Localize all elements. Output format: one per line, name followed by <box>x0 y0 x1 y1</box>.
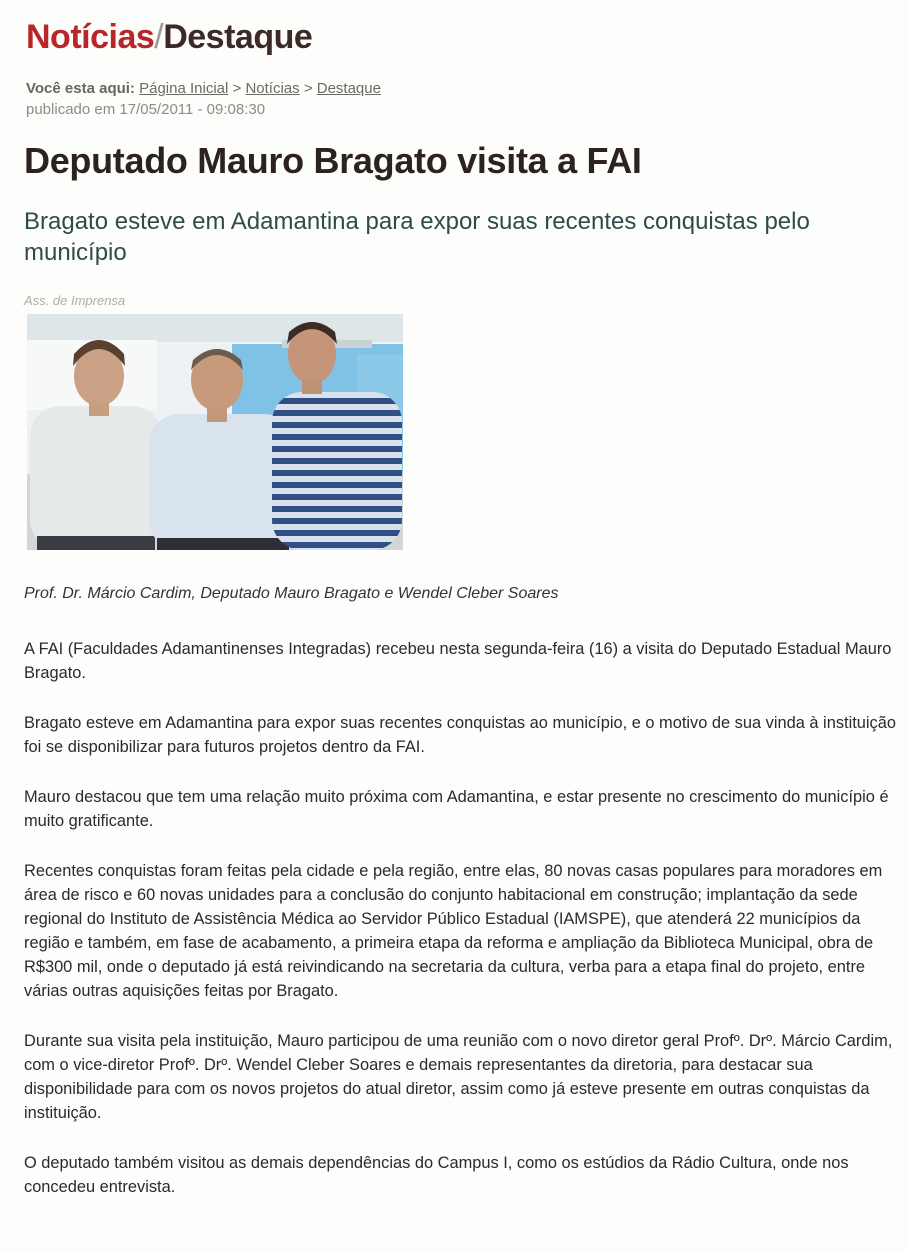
section-title <box>26 18 312 57</box>
article-photo <box>27 314 403 550</box>
breadcrumb-separator: > <box>232 80 242 97</box>
article-paragraph: Bragato esteve em Adamantina para expor suas recentes conquistas ao município, e o motivo de sua vinda à instituição foi se disponibilizar para futuros projetos dentro da FAI. <box>24 714 896 756</box>
article-paragraph: Durante sua visita pela instituição, Mauro participou de uma reunião com o novo diretor geral Profº. Drº. Márcio Cardim, com o vice-diretor Profº. Drº. Wendel Cleber Soares e demais representantes da diretoria, para destacar sua disponibilidade para com os novos projetos do atual diretor, assim como já esteve presente em outras conquistas da instituição. <box>24 1032 893 1122</box>
photo-caption: Prof. Dr. Márcio Cardim, Deputado Mauro Bragato e Wendel Cleber Soares <box>24 585 559 602</box>
article-paragraph: Mauro destacou que tem uma relação muito próxima com Adamantina, e estar presente no crescimento do município é muito gratificante. <box>24 788 889 830</box>
article-paragraph: Recentes conquistas foram feitas pela cidade e pela região, entre elas, 80 novas casas populares para moradores em área de risco e 60 novas unidades para a conclusão do conjunto habitacional em construção; implantação da sede regional do Instituto de Assistência Médica ao Servidor Público Estadual (IAMSPE), que atenderá 22 municípios da região e também, em fase de acabamento, a primeira etapa da reforma e ampliação da Biblioteca Municipal, obra de R$300 mil, onde o deputado já está reivindicando na secretaria da cultura, verba para a etapa final do projeto, entre várias outras aquisições feitas por Bragato. <box>24 862 883 1000</box>
breadcrumb-link-highlight[interactable]: Destaque <box>316 80 381 97</box>
breadcrumb-link-home[interactable]: Página Inicial <box>139 80 229 97</box>
breadcrumb-link-news[interactable]: Notícias <box>245 80 300 97</box>
breadcrumb-label: Você esta aqui: <box>26 80 135 97</box>
article-subtitle: Bragato esteve em Adamantina para expor suas recentes conquistas pelo município <box>24 208 810 266</box>
section-separator: / <box>154 18 164 56</box>
article-body <box>24 637 902 1225</box>
published-date: publicado em 17/05/2011 - 09:08:30 <box>26 101 266 118</box>
photo-credit: Ass. de Imprensa <box>24 293 126 308</box>
article-headline: Deputado Mauro Bragato visita a FAI <box>24 140 642 181</box>
article-paragraph: O deputado também visitou as demais dependências do Campus I, como os estúdios da Rádio Cultura, onde nos concedeu entrevista. <box>24 1154 849 1196</box>
article-paragraph: A FAI (Faculdades Adamantinenses Integradas) recebeu nesta segunda-feira (16) a visita do Deputado Estadual Mauro Bragato. <box>24 640 892 682</box>
section-secondary[interactable]: Destaque <box>163 18 313 56</box>
photo-illustration <box>27 314 403 550</box>
breadcrumb-separator: > <box>303 80 313 97</box>
breadcrumb <box>26 80 381 97</box>
section-primary[interactable]: Notícias <box>26 18 155 56</box>
